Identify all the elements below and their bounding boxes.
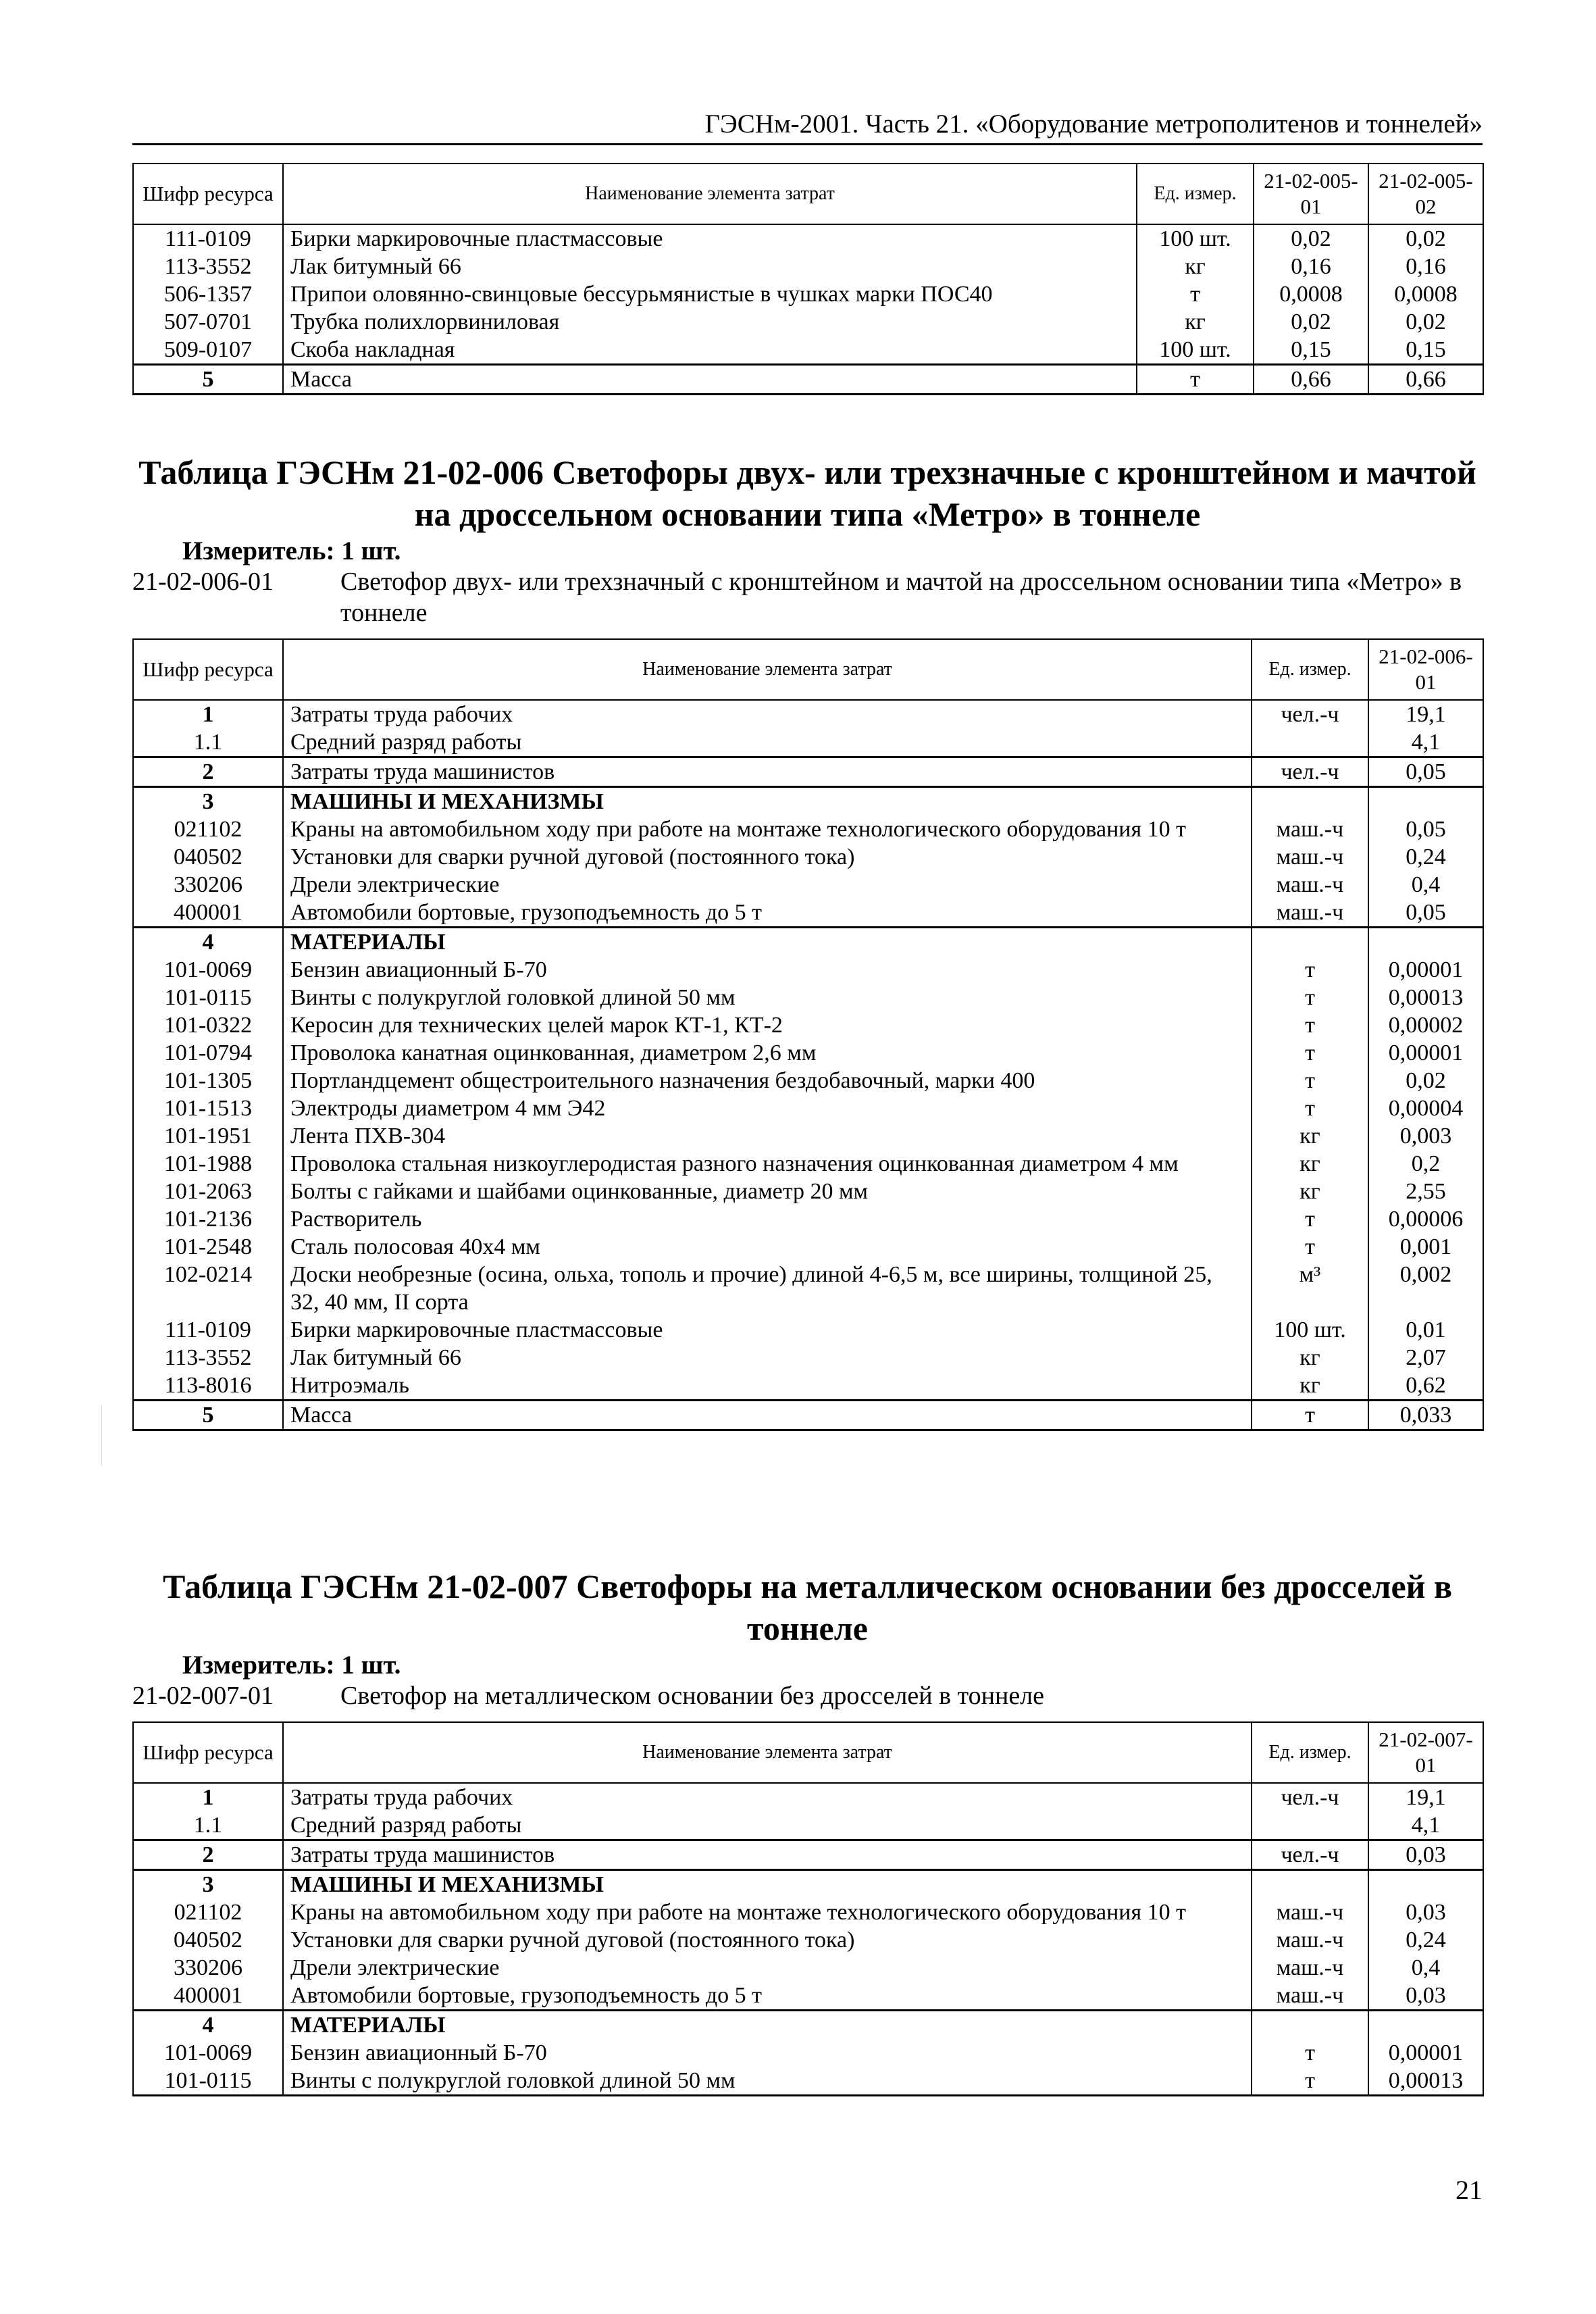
work-item-006-01 [132,566,1483,628]
resource-code: 021102 [133,1898,283,1926]
resource-code: 1.1 [133,1811,283,1840]
resource-unit: маш.-ч [1252,1926,1368,1954]
resource-value: 0,02 [1368,1067,1483,1095]
table-row [133,224,1483,253]
table-21-02-007 [132,1721,1484,2096]
resource-name: Сталь полосовая 40х4 мм [283,1233,1252,1261]
resource-code: 111-0109 [133,224,283,253]
resource-value-2: 0,02 [1368,224,1483,253]
group-code: 4 [133,928,283,957]
resource-value: 0,002 [1368,1261,1483,1316]
resource-value [1368,1870,1483,1899]
resource-name: Скоба накладная [283,336,1137,365]
table-row [133,815,1483,843]
resource-code: 2 [133,757,283,787]
resource-code: 021102 [133,815,283,843]
table-row [133,899,1483,928]
resource-value: 0,2 [1368,1150,1483,1178]
col-header-005-01: 21-02-005-01 [1254,164,1368,224]
resource-code: 101-0794 [133,1039,283,1067]
table-header-row [133,1722,1483,1783]
col-header-name: Наименование элемента затрат [283,164,1137,224]
resource-code: 101-0069 [133,2039,283,2067]
table-row [133,1205,1483,1233]
resource-unit: 100 шт. [1137,336,1254,365]
group-code: 3 [133,1870,283,1899]
table-row [133,700,1483,728]
resource-unit: т [1252,1095,1368,1122]
col-header-006-01: 21-02-006-01 [1368,639,1483,700]
resource-value: 2,55 [1368,1178,1483,1205]
resource-code: 113-3552 [133,253,283,280]
resource-value: 0,03 [1368,1898,1483,1926]
resource-code: 506-1357 [133,280,283,308]
resource-code: 330206 [133,871,283,899]
resource-code: 1 [133,700,283,728]
table-row [133,1811,1483,1840]
group-heading-machines: МАШИНЫ И МЕХАНИЗМЫ [283,787,1252,816]
resource-name: Краны на автомобильном ходу при работе на монтаже технологического оборудования 10 т [283,815,1252,843]
table-row [133,1233,1483,1261]
resource-code: 101-1513 [133,1095,283,1122]
resource-code: 101-2136 [133,1205,283,1233]
resource-unit: т [1252,956,1368,984]
resource-name: Растворитель [283,1205,1252,1233]
col-header-code: Шифр ресурса [133,164,283,224]
col-header-name: Наименование элемента затрат [283,1722,1252,1783]
resource-unit: т [1252,1067,1368,1095]
mass-value-1: 0,66 [1254,365,1368,395]
table-21-02-006 [132,638,1484,1431]
resource-value: 19,1 [1368,700,1483,728]
table-row [133,1926,1483,1954]
resource-unit: кг [1252,1372,1368,1401]
resource-code: 113-8016 [133,1372,283,1401]
resource-unit: 100 шт. [1137,224,1254,253]
group-heading-materials: МАТЕРИАЛЫ [283,928,1252,957]
resource-unit [1252,2011,1368,2040]
resource-unit: м³ [1252,1261,1368,1316]
resource-unit [1252,1811,1368,1840]
resource-value [1368,2011,1483,2040]
table-row [133,308,1483,336]
resource-unit: кг [1252,1122,1368,1150]
resource-value: 0,00013 [1368,2067,1483,2096]
resource-value: 4,1 [1368,728,1483,757]
resource-name: Портландцемент общестроительного назначения бездобавочный, марки 400 [283,1067,1252,1095]
resource-name: Винты с полукруглой головкой длиной 50 мм [283,984,1252,1011]
table-row [133,1840,1483,1870]
resource-name: Автомобили бортовые, грузоподъемность до 5 т [283,1982,1252,2011]
resource-name: Затраты труда рабочих [283,1783,1252,1811]
table-row [133,280,1483,308]
resource-name: Бирки маркировочные пластмассовые [283,224,1137,253]
table-row [133,1039,1483,1067]
resource-code: 509-0107 [133,336,283,365]
resource-name: Доски необрезные (осина, ольха, тополь и прочие) длиной 4-6,5 м, все ширины, толщиной 25, 32, 40 мм, II сорта [283,1261,1252,1316]
resource-name: Дрели электрические [283,1954,1252,1982]
table-row [133,728,1483,757]
work-item-description: Светофор двух- или трехзначный с кронштейном и мачтой на дроссельном основании типа «Метро» в тоннеле [340,568,1462,627]
resource-value-1: 0,16 [1254,253,1368,280]
table-row [133,1954,1483,1982]
resource-value: 0,003 [1368,1122,1483,1150]
resource-value-2: 0,02 [1368,308,1483,336]
resource-code: 101-0115 [133,984,283,1011]
table-21-02-005 [132,163,1484,395]
table-row [133,1067,1483,1095]
resource-value-2: 0,16 [1368,253,1483,280]
resource-unit: кг [1252,1178,1368,1205]
resource-code: 101-0115 [133,2067,283,2096]
table-header-row [133,639,1483,700]
resource-code: 507-0701 [133,308,283,336]
resource-unit: маш.-ч [1252,1982,1368,2011]
resource-name: Затраты труда рабочих [283,700,1252,728]
section-title-line: Таблица ГЭСНм 21-02-007 Светофоры на металлическом основании без дросселей в [163,1567,1452,1605]
resource-unit: кг [1137,308,1254,336]
table-row [133,1011,1483,1039]
group-code: 4 [133,2011,283,2040]
resource-name: Установки для сварки ручной дуговой (постоянного тока) [283,843,1252,871]
mass-row [133,365,1483,395]
resource-value: 0,05 [1368,757,1483,787]
resource-value: 0,05 [1368,899,1483,928]
resource-name: Автомобили бортовые, грузоподъемность до 5 т [283,899,1252,928]
resource-unit: т [1137,280,1254,308]
resource-value: 0,00004 [1368,1095,1483,1122]
resource-name: Трубка полихлорвиниловая [283,308,1137,336]
page-number: 21 [1456,2175,1483,2205]
measure-unit-006: Измеритель: 1 шт. [182,536,401,565]
resource-code: 101-2063 [133,1178,283,1205]
resource-code: 101-1305 [133,1067,283,1095]
resource-code: 400001 [133,899,283,928]
resource-name: Бирки маркировочные пластмассовые [283,1316,1252,1344]
resource-unit: чел.-ч [1252,1840,1368,1870]
resource-unit: маш.-ч [1252,1898,1368,1926]
resource-unit: т [1252,1011,1368,1039]
table-row [133,2067,1483,2096]
resource-value: 2,07 [1368,1344,1483,1372]
resource-unit: чел.-ч [1252,757,1368,787]
mass-unit: т [1137,365,1254,395]
mass-code: 5 [133,1401,283,1430]
resource-unit: маш.-ч [1252,899,1368,928]
resource-value: 0,001 [1368,1233,1483,1261]
resource-unit [1252,1870,1368,1899]
section-title-line: тоннеле [747,1609,868,1647]
work-item-description: Светофор на металлическом основании без дросселей в тоннеле [340,1682,1045,1710]
mass-label: Масса [283,365,1137,395]
table-row [133,253,1483,280]
resource-name: Средний разряд работы [283,1811,1252,1840]
table-row [133,1150,1483,1178]
table-row [133,1122,1483,1150]
resource-value: 0,03 [1368,1840,1483,1870]
resource-name: Электроды диаметром 4 мм Э42 [283,1095,1252,1122]
work-item-code: 21-02-007-01 [132,1682,274,1710]
measure-unit-007: Измеритель: 1 шт. [182,1651,401,1680]
resource-value-1: 0,02 [1254,308,1368,336]
table-row [133,1898,1483,1926]
resource-value-1: 0,0008 [1254,280,1368,308]
resource-name: Припои оловянно-свинцовые бессурьмянистые в чушках марки ПОС40 [283,280,1137,308]
col-header-unit: Ед. измер. [1252,639,1368,700]
col-header-unit: Ед. измер. [1137,164,1254,224]
resource-value: 0,00013 [1368,984,1483,1011]
table-row [133,1316,1483,1344]
resource-name: Установки для сварки ручной дуговой (постоянного тока) [283,1926,1252,1954]
resource-name: Керосин для технических целей марок КТ-1, КТ-2 [283,1011,1252,1039]
resource-unit: 100 шт. [1252,1316,1368,1344]
resource-unit [1252,787,1368,816]
resource-value: 0,05 [1368,815,1483,843]
resource-value: 0,00002 [1368,1011,1483,1039]
section-title-007 [132,1565,1483,1649]
group-heading-row [133,1870,1483,1899]
group-heading-materials: МАТЕРИАЛЫ [283,2011,1252,2040]
resource-value [1368,787,1483,816]
resource-unit: чел.-ч [1252,1783,1368,1811]
resource-name: Нитроэмаль [283,1372,1252,1401]
resource-unit: т [1252,984,1368,1011]
resource-value: 0,4 [1368,871,1483,899]
resource-code: 040502 [133,843,283,871]
resource-unit: маш.-ч [1252,871,1368,899]
resource-value: 19,1 [1368,1783,1483,1811]
resource-unit: т [1252,1233,1368,1261]
col-header-005-02: 21-02-005-02 [1368,164,1483,224]
table-row [133,2039,1483,2067]
resource-unit: маш.-ч [1252,843,1368,871]
mass-label: Масса [283,1401,1252,1430]
table-row [133,1783,1483,1811]
resource-code: 400001 [133,1982,283,2011]
resource-value-1: 0,15 [1254,336,1368,365]
table-row [133,956,1483,984]
resource-name: Лак битумный 66 [283,253,1137,280]
resource-name: Винты с полукруглой головкой длиной 50 мм [283,2067,1252,2096]
resource-code: 101-1988 [133,1150,283,1178]
resource-value: 0,00006 [1368,1205,1483,1233]
section-title-006 [132,451,1483,535]
resource-unit: маш.-ч [1252,815,1368,843]
resource-code: 101-2548 [133,1233,283,1261]
resource-value: 0,00001 [1368,2039,1483,2067]
col-header-unit: Ед. измер. [1252,1722,1368,1783]
resource-name: Проволока стальная низкоуглеродистая разного назначения оцинкованная диаметром 4 мм [283,1150,1252,1178]
resource-unit [1252,728,1368,757]
resource-name: Бензин авиационный Б-70 [283,2039,1252,2067]
resource-value-2: 0,0008 [1368,280,1483,308]
group-code: 3 [133,787,283,816]
resource-code: 111-0109 [133,1316,283,1344]
col-header-code: Шифр ресурса [133,1722,283,1783]
resource-value: 0,24 [1368,843,1483,871]
table-row [133,1344,1483,1372]
mass-unit: т [1252,1401,1368,1430]
resource-value: 0,01 [1368,1316,1483,1344]
table-row [133,1982,1483,2011]
table-row [133,1095,1483,1122]
table-row [133,984,1483,1011]
resource-unit: т [1252,1039,1368,1067]
group-heading-row [133,2011,1483,2040]
resource-value: 0,4 [1368,1954,1483,1982]
scan-margin-mark [101,1405,102,1466]
resource-name: Средний разряд работы [283,728,1252,757]
resource-name: Дрели электрические [283,871,1252,899]
col-header-007-01: 21-02-007-01 [1368,1722,1483,1783]
mass-row [133,1401,1483,1430]
resource-unit: т [1252,2039,1368,2067]
mass-value: 0,033 [1368,1401,1483,1430]
resource-unit: кг [1252,1344,1368,1372]
mass-code: 5 [133,365,283,395]
table-row [133,871,1483,899]
group-heading-row [133,928,1483,957]
resource-value: 0,03 [1368,1982,1483,2011]
resource-unit: кг [1137,253,1254,280]
resource-name: Бензин авиационный Б-70 [283,956,1252,984]
resource-value: 4,1 [1368,1811,1483,1840]
table-row [133,336,1483,365]
resource-unit: т [1252,2067,1368,2096]
table-row [133,1178,1483,1205]
resource-name: Проволока канатная оцинкованная, диаметром 2,6 мм [283,1039,1252,1067]
col-header-name: Наименование элемента затрат [283,639,1252,700]
resource-name: Болты с гайками и шайбами оцинкованные, диаметр 20 мм [283,1178,1252,1205]
table-header-row [133,164,1483,224]
resource-value: 0,24 [1368,1926,1483,1954]
table-row [133,843,1483,871]
resource-value [1368,928,1483,957]
table-row [133,1261,1483,1316]
running-header: ГЭСНм-2001. Часть 21. «Оборудование метрополитенов и тоннелей» [132,108,1483,145]
resource-code: 101-0069 [133,956,283,984]
col-header-code: Шифр ресурса [133,639,283,700]
resource-unit [1252,928,1368,957]
resource-name: Краны на автомобильном ходу при работе на монтаже технологического оборудования 10 т [283,1898,1252,1926]
resource-unit: кг [1252,1150,1368,1178]
work-item-007-01 [132,1680,1483,1711]
resource-name: Затраты труда машинистов [283,757,1252,787]
resource-name: Лента ПХВ-304 [283,1122,1252,1150]
resource-value: 0,62 [1368,1372,1483,1401]
resource-code: 113-3552 [133,1344,283,1372]
resource-code: 1.1 [133,728,283,757]
resource-value: 0,00001 [1368,1039,1483,1067]
resource-code: 2 [133,1840,283,1870]
table-row [133,1372,1483,1401]
mass-value-2: 0,66 [1368,365,1483,395]
group-heading-row [133,787,1483,816]
resource-code: 330206 [133,1954,283,1982]
resource-name: Лак битумный 66 [283,1344,1252,1372]
resource-value-1: 0,02 [1254,224,1368,253]
table-row [133,757,1483,787]
group-heading-machines: МАШИНЫ И МЕХАНИЗМЫ [283,1870,1252,1899]
section-title-line: Таблица ГЭСНм 21-02-006 Светофоры двух- или трехзначные с кронштейном и мачтой [138,453,1476,491]
resource-code: 101-1951 [133,1122,283,1150]
resource-value: 0,00001 [1368,956,1483,984]
resource-unit: маш.-ч [1252,1954,1368,1982]
section-title-line: на дроссельном основании типа «Метро» в тоннеле [414,495,1201,533]
resource-unit: чел.-ч [1252,700,1368,728]
resource-code: 1 [133,1783,283,1811]
resource-code: 101-0322 [133,1011,283,1039]
resource-code: 102-0214 [133,1261,283,1316]
resource-value-2: 0,15 [1368,336,1483,365]
resource-unit: т [1252,1205,1368,1233]
resource-code: 040502 [133,1926,283,1954]
resource-name: Затраты труда машинистов [283,1840,1252,1870]
work-item-code: 21-02-006-01 [132,568,274,596]
